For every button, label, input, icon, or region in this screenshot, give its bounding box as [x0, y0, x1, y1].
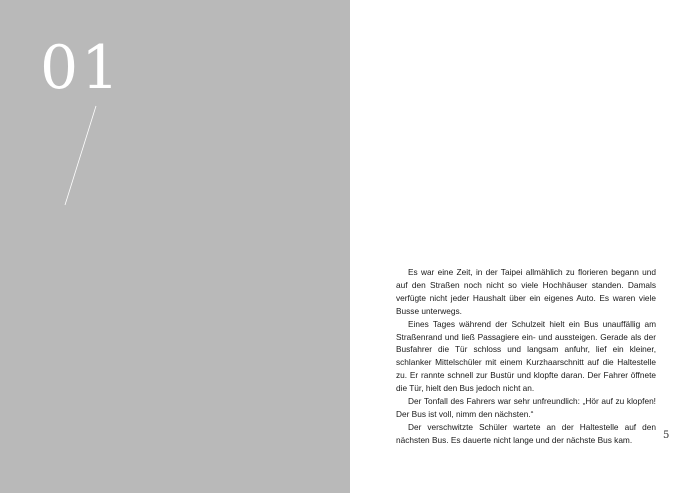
body-text [396, 266, 656, 447]
paragraph: Der verschwitzte Schüler wartete an der Haltestelle auf den nächsten Bus. Es dauerte nicht lange und der nächste Bus kam. [396, 421, 656, 445]
page-number: 5 [663, 430, 670, 441]
paragraph: Eines Tages während der Schulzeit hielt ein Bus unauffällig am Straßenrand und ließ Passagiere ein- und aussteigen. Gerade als der Busfahrer die Tür schloss und langsam anfuhr, lief ein kleiner, schlanker Mittelschüler mit einem Kurzhaarschnitt auf die Haltestelle zu. Er rannte schnell zur Bustür und klopfte daran. Der Fahrer öffnete die Tür, hielt den Bus jedoch nicht an. [396, 318, 656, 394]
paragraph: Der Tonfall des Fahrers war sehr unfreundlich: „Hör auf zu klopfen! Der Bus ist voll, nimm den nächsten.“ [396, 396, 656, 419]
paragraph: Es war eine Zeit, in der Taipei allmählich zu florieren begann und auf den Straßen noch nicht so viele Hochhäuser standen. Damals verfügte nicht jeder Haushalt über ein eigenes Auto. Es waren viele Busse unterwegs. [396, 267, 656, 316]
right-page-panel [350, 0, 700, 493]
chapter-number: 01 [40, 33, 123, 103]
